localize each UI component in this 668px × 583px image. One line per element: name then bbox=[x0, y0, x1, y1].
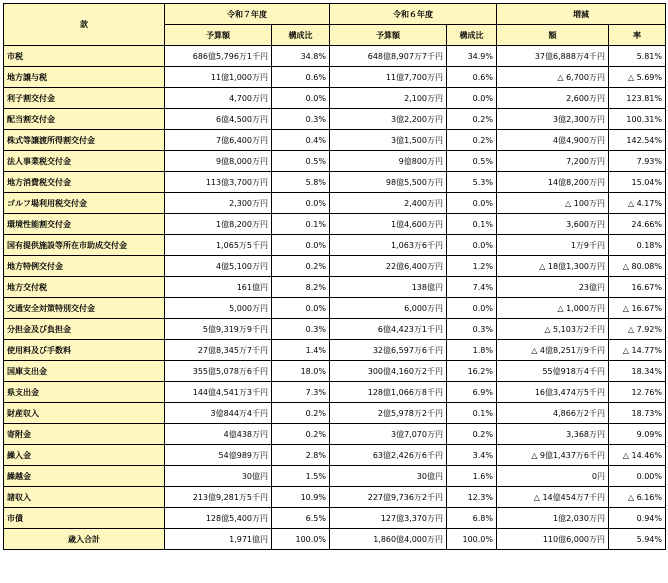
r7-budget-cell: 27億8,345万7千円 bbox=[165, 340, 272, 361]
r7-ratio-cell: 6.5% bbox=[272, 508, 330, 529]
total-r6-ratio: 100.0% bbox=[447, 529, 497, 550]
change-rate-cell: △ 6.16% bbox=[609, 487, 666, 508]
r6-budget-cell: 227億9,736万2千円 bbox=[330, 487, 447, 508]
table-row bbox=[4, 109, 666, 130]
table-row bbox=[4, 361, 666, 382]
change-amount-cell: 4,866万2千円 bbox=[497, 403, 609, 424]
r7-ratio-cell: 0.4% bbox=[272, 130, 330, 151]
r6-ratio-cell: 7.4% bbox=[447, 277, 497, 298]
r7-ratio-cell: 1.4% bbox=[272, 340, 330, 361]
r7-ratio-cell: 5.8% bbox=[272, 172, 330, 193]
table-row bbox=[4, 214, 666, 235]
total-label: 歳入合計 bbox=[4, 529, 165, 550]
table-row bbox=[4, 46, 666, 67]
r7-budget-cell: 3億844万4千円 bbox=[165, 403, 272, 424]
change-rate-cell: △ 5.69% bbox=[609, 67, 666, 88]
r6-budget-cell: 3億2,200万円 bbox=[330, 109, 447, 130]
r6-ratio-cell: 3.4% bbox=[447, 445, 497, 466]
r6-ratio-cell: 16.2% bbox=[447, 361, 497, 382]
r6-ratio-cell: 0.1% bbox=[447, 403, 497, 424]
change-amount-cell: 1万9千円 bbox=[497, 235, 609, 256]
change-rate-cell: △ 14.46% bbox=[609, 445, 666, 466]
row-label: 環境性能割交付金 bbox=[4, 214, 165, 235]
change-amount-cell: 55億918万4千円 bbox=[497, 361, 609, 382]
change-amount-cell: △ 4億8,251万9千円 bbox=[497, 340, 609, 361]
r6-ratio-cell: 1.6% bbox=[447, 466, 497, 487]
change-rate-cell: 16.67% bbox=[609, 277, 666, 298]
r7-ratio-cell: 0.0% bbox=[272, 298, 330, 319]
r6-budget-cell: 2,400万円 bbox=[330, 193, 447, 214]
r6-ratio-cell: 0.5% bbox=[447, 151, 497, 172]
header-r7-budget: 予算額 bbox=[165, 25, 272, 46]
r6-budget-cell: 63億2,426万6千円 bbox=[330, 445, 447, 466]
r6-ratio-cell: 1.8% bbox=[447, 340, 497, 361]
change-rate-cell: △ 80.08% bbox=[609, 256, 666, 277]
r7-budget-cell: 11億1,000万円 bbox=[165, 67, 272, 88]
r7-budget-cell: 2,300万円 bbox=[165, 193, 272, 214]
change-rate-cell: 0.18% bbox=[609, 235, 666, 256]
r6-budget-cell: 648億8,907万7千円 bbox=[330, 46, 447, 67]
table-row bbox=[4, 508, 666, 529]
r6-budget-cell: 138億円 bbox=[330, 277, 447, 298]
r6-budget-cell: 6億4,423万1千円 bbox=[330, 319, 447, 340]
row-label: 地方譲与税 bbox=[4, 67, 165, 88]
change-amount-cell: 1億2,030万円 bbox=[497, 508, 609, 529]
row-label: 市債 bbox=[4, 508, 165, 529]
r7-budget-cell: 686億5,796万1千円 bbox=[165, 46, 272, 67]
table-row bbox=[4, 382, 666, 403]
change-amount-cell: △ 9億1,437万6千円 bbox=[497, 445, 609, 466]
r7-budget-cell: 128億5,400万円 bbox=[165, 508, 272, 529]
r6-budget-cell: 127億3,370万円 bbox=[330, 508, 447, 529]
table-row bbox=[4, 466, 666, 487]
row-label: ゴルフ場利用税交付金 bbox=[4, 193, 165, 214]
r6-ratio-cell: 0.2% bbox=[447, 109, 497, 130]
r7-budget-cell: 355億5,078万6千円 bbox=[165, 361, 272, 382]
r6-ratio-cell: 0.0% bbox=[447, 298, 497, 319]
change-rate-cell: 18.73% bbox=[609, 403, 666, 424]
r6-ratio-cell: 0.0% bbox=[447, 88, 497, 109]
header-change-rate: 率 bbox=[609, 25, 666, 46]
header-r6-budget: 予算額 bbox=[330, 25, 447, 46]
table-row bbox=[4, 445, 666, 466]
r6-ratio-cell: 0.2% bbox=[447, 130, 497, 151]
r6-budget-cell: 11億7,700万円 bbox=[330, 67, 447, 88]
r6-ratio-cell: 0.0% bbox=[447, 235, 497, 256]
change-amount-cell: 0円 bbox=[497, 466, 609, 487]
table-row bbox=[4, 130, 666, 151]
r6-ratio-cell: 1.2% bbox=[447, 256, 497, 277]
r6-ratio-cell: 6.8% bbox=[447, 508, 497, 529]
change-rate-cell: 9.09% bbox=[609, 424, 666, 445]
r7-budget-cell: 5億9,319万9千円 bbox=[165, 319, 272, 340]
r7-ratio-cell: 0.0% bbox=[272, 235, 330, 256]
change-amount-cell: 2,600万円 bbox=[497, 88, 609, 109]
change-rate-cell: △ 14.77% bbox=[609, 340, 666, 361]
table-row bbox=[4, 67, 666, 88]
r7-budget-cell: 30億円 bbox=[165, 466, 272, 487]
r7-budget-cell: 1億8,200万円 bbox=[165, 214, 272, 235]
change-amount-cell: 37億6,888万4千円 bbox=[497, 46, 609, 67]
table-row bbox=[4, 487, 666, 508]
change-amount-cell: △ 6,700万円 bbox=[497, 67, 609, 88]
r6-ratio-cell: 5.3% bbox=[447, 172, 497, 193]
r6-budget-cell: 32億6,597万6千円 bbox=[330, 340, 447, 361]
r6-budget-cell: 6,000万円 bbox=[330, 298, 447, 319]
table-row bbox=[4, 172, 666, 193]
change-amount-cell: 16億3,474万5千円 bbox=[497, 382, 609, 403]
r7-ratio-cell: 1.5% bbox=[272, 466, 330, 487]
r6-ratio-cell: 6.9% bbox=[447, 382, 497, 403]
change-rate-cell: 18.34% bbox=[609, 361, 666, 382]
r7-budget-cell: 6億4,500万円 bbox=[165, 109, 272, 130]
change-rate-cell: 100.31% bbox=[609, 109, 666, 130]
row-label: 利子割交付金 bbox=[4, 88, 165, 109]
row-label: 市税 bbox=[4, 46, 165, 67]
header-change: 増減 bbox=[497, 4, 666, 25]
change-rate-cell: 7.93% bbox=[609, 151, 666, 172]
table-row bbox=[4, 88, 666, 109]
r7-ratio-cell: 7.3% bbox=[272, 382, 330, 403]
change-amount-cell: 14億8,200万円 bbox=[497, 172, 609, 193]
change-amount-cell: △ 100万円 bbox=[497, 193, 609, 214]
table-row bbox=[4, 193, 666, 214]
change-amount-cell: △ 18億1,300万円 bbox=[497, 256, 609, 277]
change-rate-cell: 0.94% bbox=[609, 508, 666, 529]
r6-ratio-cell: 34.9% bbox=[447, 46, 497, 67]
change-amount-cell: 3,600万円 bbox=[497, 214, 609, 235]
r7-budget-cell: 1,065万5千円 bbox=[165, 235, 272, 256]
r7-budget-cell: 7億6,400万円 bbox=[165, 130, 272, 151]
row-label: 繰入金 bbox=[4, 445, 165, 466]
r7-budget-cell: 9億8,000万円 bbox=[165, 151, 272, 172]
change-amount-cell: 3億2,300万円 bbox=[497, 109, 609, 130]
r7-ratio-cell: 34.8% bbox=[272, 46, 330, 67]
r6-budget-cell: 128億1,066万8千円 bbox=[330, 382, 447, 403]
header-change-amount: 額 bbox=[497, 25, 609, 46]
row-label: 国有提供施設等所在市助成交付金 bbox=[4, 235, 165, 256]
r7-ratio-cell: 0.3% bbox=[272, 109, 330, 130]
header-r6-ratio: 構成比 bbox=[447, 25, 497, 46]
r7-ratio-cell: 18.0% bbox=[272, 361, 330, 382]
r6-budget-cell: 1億4,600万円 bbox=[330, 214, 447, 235]
r7-ratio-cell: 10.9% bbox=[272, 487, 330, 508]
table-row bbox=[4, 151, 666, 172]
r7-ratio-cell: 8.2% bbox=[272, 277, 330, 298]
revenue-budget-table bbox=[3, 3, 666, 550]
table-row bbox=[4, 298, 666, 319]
r6-ratio-cell: 0.2% bbox=[447, 424, 497, 445]
change-rate-cell: △ 16.67% bbox=[609, 298, 666, 319]
table-body bbox=[4, 46, 666, 529]
row-label: 諸収入 bbox=[4, 487, 165, 508]
r6-ratio-cell: 0.6% bbox=[447, 67, 497, 88]
change-rate-cell: 15.04% bbox=[609, 172, 666, 193]
r6-budget-cell: 2億5,978万2千円 bbox=[330, 403, 447, 424]
r6-ratio-cell: 0.3% bbox=[447, 319, 497, 340]
row-label: 分担金及び負担金 bbox=[4, 319, 165, 340]
r7-budget-cell: 144億4,541万3千円 bbox=[165, 382, 272, 403]
change-rate-cell: 142.54% bbox=[609, 130, 666, 151]
r7-ratio-cell: 0.2% bbox=[272, 424, 330, 445]
row-label: 使用料及び手数料 bbox=[4, 340, 165, 361]
r6-budget-cell: 3億7,070万円 bbox=[330, 424, 447, 445]
r7-ratio-cell: 0.2% bbox=[272, 256, 330, 277]
change-rate-cell: 123.81% bbox=[609, 88, 666, 109]
header-item: 款 bbox=[4, 4, 165, 46]
header-r7-ratio: 構成比 bbox=[272, 25, 330, 46]
table-row bbox=[4, 424, 666, 445]
row-label: 法人事業税交付金 bbox=[4, 151, 165, 172]
r7-budget-cell: 4億5,100万円 bbox=[165, 256, 272, 277]
r7-budget-cell: 161億円 bbox=[165, 277, 272, 298]
r7-ratio-cell: 0.5% bbox=[272, 151, 330, 172]
total-r7-budget: 1,971億円 bbox=[165, 529, 272, 550]
r6-budget-cell: 300億4,160万2千円 bbox=[330, 361, 447, 382]
r6-budget-cell: 98億5,500万円 bbox=[330, 172, 447, 193]
table-row bbox=[4, 403, 666, 424]
change-amount-cell: △ 14億454万7千円 bbox=[497, 487, 609, 508]
r7-ratio-cell: 0.0% bbox=[272, 193, 330, 214]
r7-budget-cell: 54億989万円 bbox=[165, 445, 272, 466]
r7-ratio-cell: 0.6% bbox=[272, 67, 330, 88]
r7-ratio-cell: 0.2% bbox=[272, 403, 330, 424]
r6-ratio-cell: 0.0% bbox=[447, 193, 497, 214]
row-label: 地方消費税交付金 bbox=[4, 172, 165, 193]
change-amount-cell: 4億4,900万円 bbox=[497, 130, 609, 151]
r7-ratio-cell: 0.0% bbox=[272, 88, 330, 109]
change-amount-cell: 3,368万円 bbox=[497, 424, 609, 445]
change-rate-cell: 5.81% bbox=[609, 46, 666, 67]
row-label: 国庫支出金 bbox=[4, 361, 165, 382]
total-row bbox=[4, 529, 666, 550]
change-amount-cell: △ 1,000万円 bbox=[497, 298, 609, 319]
change-rate-cell: △ 7.92% bbox=[609, 319, 666, 340]
row-label: 地方交付税 bbox=[4, 277, 165, 298]
table-row bbox=[4, 235, 666, 256]
r6-budget-cell: 2,100万円 bbox=[330, 88, 447, 109]
row-label: 株式等譲渡所得割交付金 bbox=[4, 130, 165, 151]
r6-budget-cell: 3億1,500万円 bbox=[330, 130, 447, 151]
header-r6: 令和６年度 bbox=[330, 4, 497, 25]
change-amount-cell: 7,200万円 bbox=[497, 151, 609, 172]
row-label: 地方特例交付金 bbox=[4, 256, 165, 277]
r7-budget-cell: 4億438万円 bbox=[165, 424, 272, 445]
r6-budget-cell: 9億800万円 bbox=[330, 151, 447, 172]
r6-ratio-cell: 0.1% bbox=[447, 214, 497, 235]
row-label: 寄附金 bbox=[4, 424, 165, 445]
row-label: 県支出金 bbox=[4, 382, 165, 403]
r6-ratio-cell: 12.3% bbox=[447, 487, 497, 508]
r7-ratio-cell: 0.1% bbox=[272, 214, 330, 235]
table-row bbox=[4, 319, 666, 340]
row-label: 財産収入 bbox=[4, 403, 165, 424]
total-r6-budget: 1,860億4,000万円 bbox=[330, 529, 447, 550]
table-row bbox=[4, 277, 666, 298]
change-amount-cell: △ 5,103万2千円 bbox=[497, 319, 609, 340]
r7-budget-cell: 5,000万円 bbox=[165, 298, 272, 319]
table-row bbox=[4, 340, 666, 361]
total-change-rate: 5.94% bbox=[609, 529, 666, 550]
change-amount-cell: 23億円 bbox=[497, 277, 609, 298]
change-rate-cell: △ 4.17% bbox=[609, 193, 666, 214]
row-label: 配当割交付金 bbox=[4, 109, 165, 130]
r6-budget-cell: 1,063万6千円 bbox=[330, 235, 447, 256]
total-change-amount: 110億6,000万円 bbox=[497, 529, 609, 550]
r7-ratio-cell: 2.8% bbox=[272, 445, 330, 466]
table-row bbox=[4, 256, 666, 277]
change-rate-cell: 12.76% bbox=[609, 382, 666, 403]
change-rate-cell: 0.00% bbox=[609, 466, 666, 487]
r7-budget-cell: 4,700万円 bbox=[165, 88, 272, 109]
r7-budget-cell: 113億3,700万円 bbox=[165, 172, 272, 193]
r7-budget-cell: 213億9,281万5千円 bbox=[165, 487, 272, 508]
r6-budget-cell: 30億円 bbox=[330, 466, 447, 487]
row-label: 繰越金 bbox=[4, 466, 165, 487]
header-r7: 令和７年度 bbox=[165, 4, 330, 25]
r6-budget-cell: 22億6,400万円 bbox=[330, 256, 447, 277]
change-rate-cell: 24.66% bbox=[609, 214, 666, 235]
total-r7-ratio: 100.0% bbox=[272, 529, 330, 550]
row-label: 交通安全対策特別交付金 bbox=[4, 298, 165, 319]
r7-ratio-cell: 0.3% bbox=[272, 319, 330, 340]
